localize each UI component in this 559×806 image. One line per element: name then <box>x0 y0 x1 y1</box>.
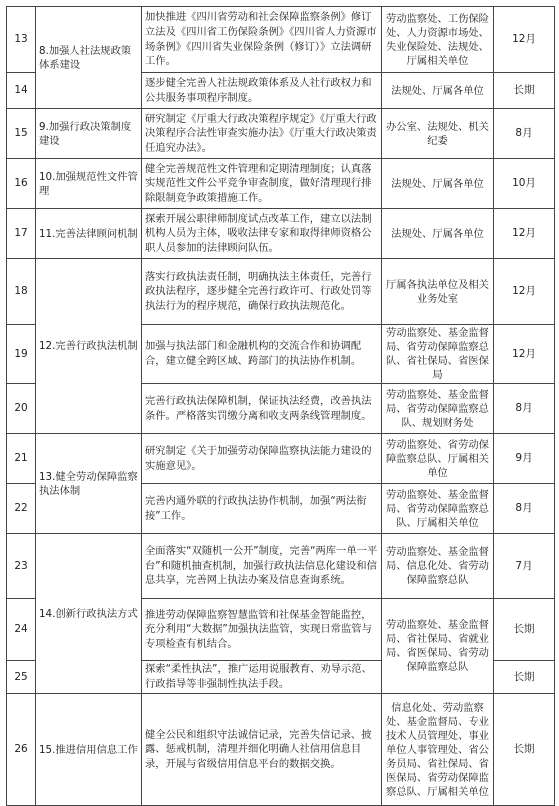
due-cell: 10月 <box>494 159 555 209</box>
category-cell: 10.加强规范性文件管理 <box>36 159 142 209</box>
task-cell: 研究制定《厅重大行政决策程序规定》《厅重大行政决策程序合法性审查实施办法》《厅重大行政决策责任追究办法》。 <box>142 109 382 159</box>
category-cell: 13.健全劳动保障监察执法体制 <box>36 434 142 534</box>
table-row <box>7 434 555 484</box>
table-row <box>7 7 555 73</box>
row-number: 20 <box>7 384 36 434</box>
task-cell: 落实行政执法责任制，明确执法主体责任，完善行政执法程序，逐步健全完善行政许可、行政处罚等执法行为的程序规范，确保行政执法规范化。 <box>142 259 382 325</box>
due-cell: 12月 <box>494 7 555 73</box>
table-row <box>7 109 555 159</box>
row-number: 23 <box>7 534 36 599</box>
due-cell: 长期 <box>494 73 555 109</box>
due-cell: 9月 <box>494 434 555 484</box>
category-cell: 9.加强行政决策制度建设 <box>36 109 142 159</box>
due-cell: 12月 <box>494 259 555 325</box>
task-cell: 完善内通外联的行政执法协作机制，加强“两法衔接”工作。 <box>142 484 382 534</box>
due-cell: 8月 <box>494 484 555 534</box>
task-cell: 健全完善规范性文件管理和定期清理制度；认真落实规范性文件公平竞争审查制度，做好清理现行排除限制竞争政策措施工作。 <box>142 159 382 209</box>
row-number: 25 <box>7 661 36 694</box>
task-cell: 完善行政执法保障机制，保证执法经费，改善执法条件。严格落实罚缴分离和收支两条线管理制度。 <box>142 384 382 434</box>
due-cell: 8月 <box>494 384 555 434</box>
unit-cell: 厅属各执法单位及相关业务处室 <box>382 259 494 325</box>
task-cell: 加强与执法部门和金融机构的交流合作和协调配合，建立健全跨区域、跨部门的执法协作机制。 <box>142 325 382 384</box>
unit-cell: 劳动监察处、基金监督局、信息化处、省劳动保障监察总队 <box>382 534 494 599</box>
due-cell: 长期 <box>494 661 555 694</box>
task-cell: 加快推进《四川省劳动和社会保障监察条例》修订立法及《四川省工伤保险条例》《四川省人力资源市场条例》《四川省失业保险条例（修订）》立法调研工作。 <box>142 7 382 73</box>
row-number: 24 <box>7 599 36 661</box>
task-cell: 探索“柔性执法”，推广运用说服教育、劝导示范、行政指导等非强制性执法手段。 <box>142 661 382 694</box>
table-row <box>7 209 555 259</box>
due-cell: 长期 <box>494 694 555 806</box>
table-row <box>7 159 555 209</box>
unit-cell: 法规处、厅属各单位 <box>382 209 494 259</box>
row-number: 14 <box>7 73 36 109</box>
category-cell: 8.加强人社法规政策体系建设 <box>36 7 142 109</box>
due-cell: 12月 <box>494 209 555 259</box>
row-number: 15 <box>7 109 36 159</box>
work-plan-table <box>6 6 555 806</box>
category-cell: 15.推进信用信息工作 <box>36 694 142 806</box>
unit-cell: 劳动监察处、省劳动保障监察总队、厅属相关单位 <box>382 434 494 484</box>
category-cell: 11.完善法律顾问机制 <box>36 209 142 259</box>
category-cell: 14.创新行政执法方式 <box>36 534 142 694</box>
row-number: 17 <box>7 209 36 259</box>
task-cell: 全面落实“双随机一公开”制度，完善“两库一单一平台”和随机抽查机制，加强行政执法信息化建设和信息共享，完善网上执法办案及信息查询系统。 <box>142 534 382 599</box>
task-cell: 研究制定《关于加强劳动保障监察执法能力建设的实施意见》。 <box>142 434 382 484</box>
table-row <box>7 259 555 325</box>
unit-cell: 劳动监察处、工伤保险处、人力资源市场处、失业保险处、法规处、厅属相关单位 <box>382 7 494 73</box>
task-cell: 健全公民和组织守法诚信记录，完善失信记录、披露、惩戒机制，清理并细化明确人社信用信息目录，开展与省级信用信息平台的数据交换。 <box>142 694 382 806</box>
row-number: 21 <box>7 434 36 484</box>
unit-cell: 劳动监察处、基金监督局、省劳动保障监察总队、厅属相关单位 <box>382 484 494 534</box>
unit-cell: 信息化处、劳动监察处、基金监督局、专业技术人员管理处、事业单位人事管理处、省公务员局、省社保局、省医保局、省劳动保障监察总队、厅属相关单位 <box>382 694 494 806</box>
task-cell: 推进劳动保障监察智慧监管和社保基金智能监控，充分利用“大数据”加强执法监管，实现日常监管与专项检查有机结合。 <box>142 599 382 661</box>
due-cell: 长期 <box>494 599 555 661</box>
unit-cell: 劳动监察处、基金监督局、省社保局、省就业局、省医保局、省劳动保障监察总队 <box>382 599 494 694</box>
row-number: 26 <box>7 694 36 806</box>
task-cell: 逐步健全完善人社法规政策体系及人社行政权力和公共服务事项程序制度。 <box>142 73 382 109</box>
unit-cell: 办公室、法规处、机关纪委 <box>382 109 494 159</box>
category-cell: 12.完善行政执法机制 <box>36 259 142 434</box>
row-number: 22 <box>7 484 36 534</box>
row-number: 13 <box>7 7 36 73</box>
unit-cell: 劳动监察处、基金监督局、省劳动保障监察总队、规划财务处 <box>382 384 494 434</box>
row-number: 18 <box>7 259 36 325</box>
unit-cell: 法规处、厅属各单位 <box>382 73 494 109</box>
table-row <box>7 694 555 806</box>
task-cell: 探索开展公职律师制度试点改革工作，建立以法制机构人员为主体，吸收法律专家和取得律师资格公职人员参加的法律顾问队伍。 <box>142 209 382 259</box>
unit-cell: 法规处、厅属各单位 <box>382 159 494 209</box>
unit-cell: 劳动监察处、基金监督局、省劳动保障监察总队、省社保局、省医保局 <box>382 325 494 384</box>
due-cell: 12月 <box>494 325 555 384</box>
due-cell: 8月 <box>494 109 555 159</box>
due-cell: 7月 <box>494 534 555 599</box>
table-row <box>7 534 555 599</box>
row-number: 16 <box>7 159 36 209</box>
row-number: 19 <box>7 325 36 384</box>
